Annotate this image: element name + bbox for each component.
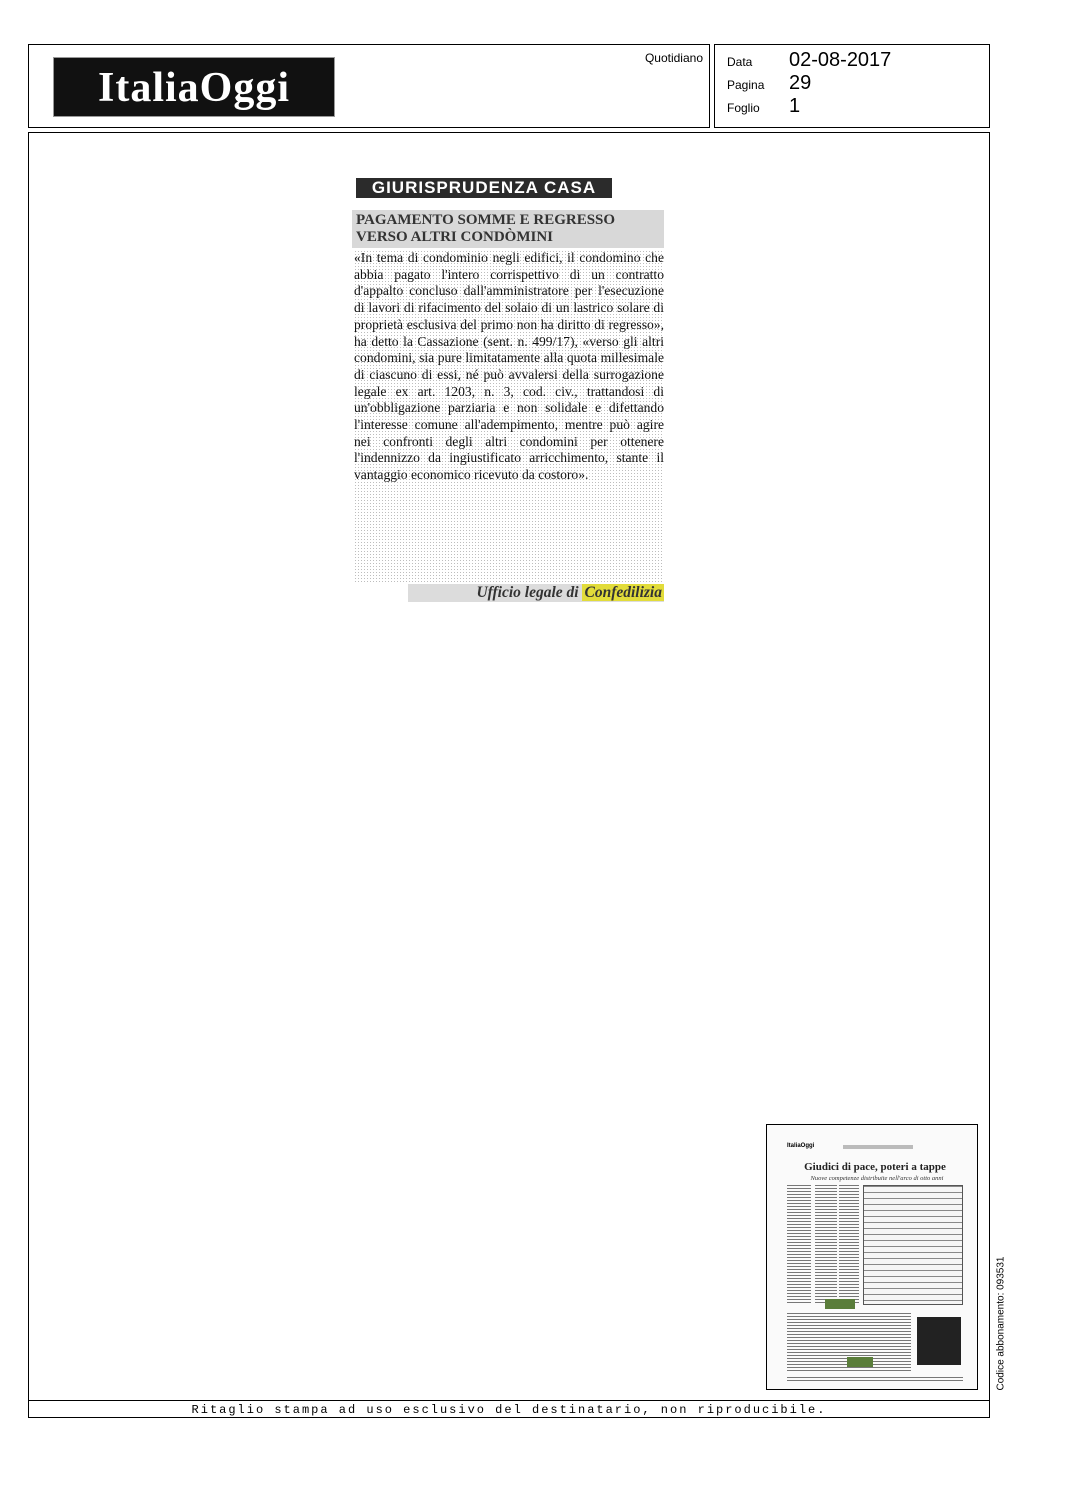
thumbnail-dark-box bbox=[917, 1317, 961, 1365]
thumbnail-table bbox=[863, 1185, 963, 1305]
page-thumbnail bbox=[766, 1124, 978, 1390]
thumbnail-column bbox=[787, 1185, 811, 1303]
meta-label-pagina: Pagina bbox=[727, 78, 765, 92]
footer-divider bbox=[29, 1400, 989, 1401]
thumbnail-column bbox=[839, 1185, 859, 1303]
thumbnail-highlight bbox=[825, 1299, 855, 1309]
meta-label-foglio: Foglio bbox=[727, 101, 760, 115]
footer-disclaimer: Ritaglio stampa ad uso esclusivo del destinatario, non riproducibile. bbox=[191, 1403, 827, 1417]
thumbnail-footer-line bbox=[787, 1377, 963, 1383]
thumbnail-logo: ItaliaOggi bbox=[787, 1143, 815, 1149]
thumbnail-title: Giudici di pace, poteri a tappe bbox=[804, 1161, 946, 1173]
article-headline bbox=[352, 210, 664, 248]
logo-text: ItaliaOggi bbox=[97, 65, 290, 111]
subscription-code bbox=[990, 1252, 1006, 1402]
signature-prefix: Ufficio legale di bbox=[476, 584, 579, 601]
thumbnail-subtitle: Nuove competenze distribuite nell'arco di otto anni bbox=[810, 1175, 944, 1182]
headline-line-1: PAGAMENTO SOMME E REGRESSO bbox=[356, 212, 616, 228]
section-label: GIURISPRUDENZA CASA bbox=[356, 178, 612, 198]
meta-label-data: Data bbox=[727, 55, 753, 69]
article-signature bbox=[408, 584, 664, 602]
thumbnail-column bbox=[815, 1185, 837, 1303]
header-masthead bbox=[28, 44, 710, 128]
publication-type: Quotidiano bbox=[644, 51, 703, 65]
thumbnail-highlight bbox=[847, 1357, 873, 1367]
headline-line-2: VERSO ALTRI CONDÒMINI bbox=[356, 229, 553, 245]
signature-org: Confedilizia bbox=[584, 584, 662, 601]
header-meta bbox=[714, 44, 990, 128]
meta-value-data: 02-08-2017 bbox=[789, 49, 892, 71]
thumbnail-band bbox=[843, 1145, 913, 1149]
article-body: «In tema di condominio negli edifici, il condomino che abbia pagato l'intero corrispettivo di un contratto d'appalto concluso dall'amministratore per l'esecuzione di lavori di rifacimento del solaio di un lastrico solare di proprietà esclusiva del primo non ha diritto di regresso», ha detto la Cassazione (sent. n. 499/17), «verso gli altri condomini, sia pure limitatamente alla quota millesimale di ciascuno di essi, né può avvalersi della surrogazione legale ex art. 1203, n. 3, cod. civ., trattandosi di un'obbligazione parziaria e non solidale e difettando l'interesse comune all'adempimento, mentre può agire nei confronti degli altri condomini per ottenere l'indennizzo da ingiustificato arricchimento, stante il vantaggio economico ricevuto da costoro». bbox=[354, 250, 664, 582]
subscription-code-text: Codice abbonamento: 093531 bbox=[995, 1256, 1007, 1391]
meta-value-foglio: 1 bbox=[789, 95, 801, 117]
newspaper-logo bbox=[53, 57, 335, 117]
meta-value-pagina: 29 bbox=[789, 72, 812, 94]
